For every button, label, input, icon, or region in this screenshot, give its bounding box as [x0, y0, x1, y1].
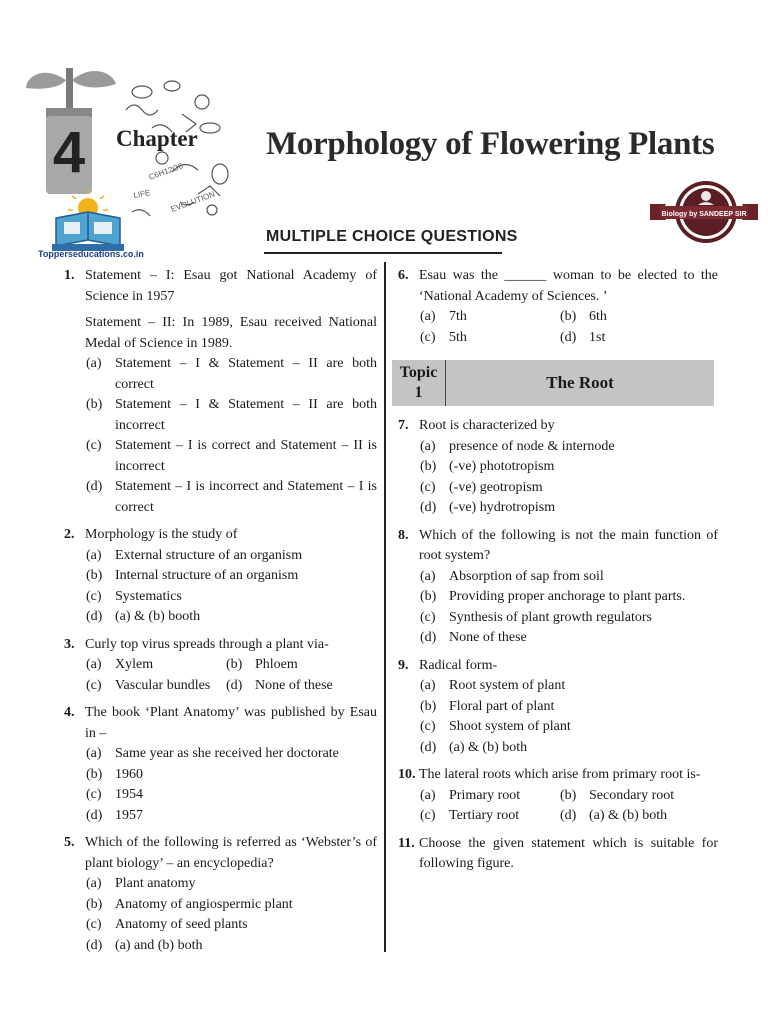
question-number: 4.: [64, 705, 75, 720]
option-c: (c) 5th: [420, 329, 467, 345]
option-row: [64, 655, 377, 676]
option-c: (c) Statement – I is correct and Statement – II is incorrect: [86, 438, 377, 474]
question-text: Esau was the ______ woman to be elected to the ‘National Academy of Sciences. ’: [419, 268, 718, 304]
section-heading-underline: [264, 252, 502, 254]
question-8: [398, 526, 718, 649]
option-d: (d) None of these: [420, 630, 527, 645]
question-number: 5.: [64, 835, 75, 850]
topic-label: Topic 1: [392, 360, 446, 406]
option-a: (a) Absorption of sap from soil: [420, 568, 604, 584]
question-1: [64, 266, 377, 518]
option-d: (d) 1957: [86, 807, 143, 823]
section-heading: MULTIPLE CHOICE QUESTIONS: [266, 228, 518, 245]
option-d: (d) (a) & (b) booth: [86, 609, 201, 624]
option-c: (c) Shoot system of plant: [420, 719, 571, 734]
option-c: (c) 1954: [86, 787, 143, 802]
option-row: [398, 328, 718, 349]
option-b: (b) Phloem: [226, 657, 298, 672]
option-a: (a) presence of node & internode: [420, 438, 615, 454]
option-d: (d) None of these: [226, 677, 333, 693]
question-number: 3.: [64, 636, 75, 652]
question-number: 6.: [398, 268, 409, 283]
option-d: (d) Statement – I is incorrect and Statement – I is correct: [86, 479, 377, 515]
option-b: (b) (-ve) phototropism: [420, 459, 555, 474]
question-text: Statement – I: Esau got National Academy of Science in 1957: [85, 268, 377, 304]
option-row: [64, 676, 377, 697]
option-a: (a) 7th: [420, 309, 467, 324]
chapter-label: Chapter: [116, 126, 198, 151]
question-5: [64, 833, 377, 956]
question-number: 11.: [398, 835, 415, 851]
question-number: 9.: [398, 657, 409, 673]
chapter-number: 4: [52, 120, 86, 185]
option-row: [398, 806, 718, 827]
question-number: 10.: [398, 767, 416, 782]
topic-title: The Root: [546, 373, 614, 392]
option-a: (a) Primary root: [420, 787, 521, 803]
question-number: 8.: [398, 527, 409, 543]
question-3: [64, 635, 377, 697]
option-b: (b) 6th: [560, 309, 607, 324]
option-a: (a) Plant anatomy: [86, 876, 196, 891]
option-c: (c) (-ve) geotropism: [420, 479, 543, 495]
question-text: Root is characterized by: [419, 418, 555, 433]
site-label: Topperseducations.co.in: [38, 249, 144, 259]
question-9: [398, 656, 718, 759]
question-number: 2.: [64, 527, 75, 542]
option-d: (d) 1st: [560, 329, 606, 345]
option-c: (c) Tertiary root: [420, 808, 520, 823]
question-text: The book ‘Plant Anatomy’ was published by Esau in –: [85, 705, 377, 741]
option-d: (d) (a) & (b) both: [420, 739, 528, 755]
question-6: [398, 266, 718, 348]
question-2: [64, 525, 377, 628]
option-b: (b) 1960: [86, 766, 143, 782]
question-text: Curly top virus spreads through a plant via-: [85, 636, 329, 652]
option-row: [398, 307, 718, 328]
question-text: Morphology is the study of: [85, 527, 238, 542]
option-a: (a) Xylem: [86, 657, 154, 672]
question-text: Radical form-: [419, 657, 498, 673]
question-text: Which of the following is referred as ‘Webster’s of plant biology’ – an encyclopedia?: [85, 835, 377, 871]
question-11: [398, 834, 718, 875]
svg-text:C6H12O6: C6H12O6: [147, 161, 185, 182]
badge-text: Biology by SANDEEP SIR: [661, 211, 747, 218]
option-a: (a) Root system of plant: [420, 678, 566, 693]
question-7: [398, 416, 718, 519]
option-c: (c) Synthesis of plant growth regulators: [420, 609, 652, 625]
option-a: (a) Same year as she received her doctorate: [86, 746, 339, 761]
option-b: (b) Floral part of plant: [420, 698, 555, 714]
svg-text:EVOLUTION: EVOLUTION: [169, 189, 217, 214]
svg-text:LIFE: LIFE: [132, 188, 151, 200]
question-text: The lateral roots which arise from primary root is-: [419, 767, 701, 782]
question-extra-statement: Statement – II: In 1989, Esau received National Medal of Science in 1989.: [85, 315, 377, 351]
question-text: Choose the given statement which is suitable for following figure.: [419, 835, 718, 871]
question-number: 7.: [398, 418, 409, 433]
option-b: (b) Statement – I & Statement – II are both incorrect: [86, 397, 377, 433]
option-c: (c) Systematics: [86, 588, 182, 604]
option-a: (a) Statement – I & Statement – II are both correct: [86, 356, 377, 392]
column-divider: [384, 262, 386, 952]
option-d: (d) (a) and (b) both: [86, 937, 203, 953]
option-b: (b) Secondary root: [560, 787, 675, 803]
question-text: Which of the following is not the main function of root system?: [419, 527, 718, 563]
right-column: [398, 266, 718, 882]
page-title: Morphology of Flowering Plants: [266, 126, 715, 162]
question-4: [64, 703, 377, 826]
left-column: [64, 266, 377, 963]
question-number: 1.: [64, 268, 75, 283]
biology-badge-logo: [648, 178, 760, 246]
option-d: (d) (a) & (b) both: [560, 808, 668, 823]
question-10: [398, 765, 718, 827]
option-b: (b) Providing proper anchorage to plant parts.: [420, 589, 686, 604]
option-a: (a) External structure of an organism: [86, 547, 303, 563]
option-b: (b) Anatomy of angiospermic plant: [86, 896, 293, 912]
option-c: (c) Anatomy of seed plants: [86, 917, 248, 932]
option-c: (c) Vascular bundles: [86, 677, 211, 693]
option-row: [398, 786, 718, 807]
option-d: (d) (-ve) hydrotropism: [420, 500, 556, 515]
option-b: (b) Internal structure of an organism: [86, 568, 299, 583]
topic-banner: [392, 360, 714, 406]
